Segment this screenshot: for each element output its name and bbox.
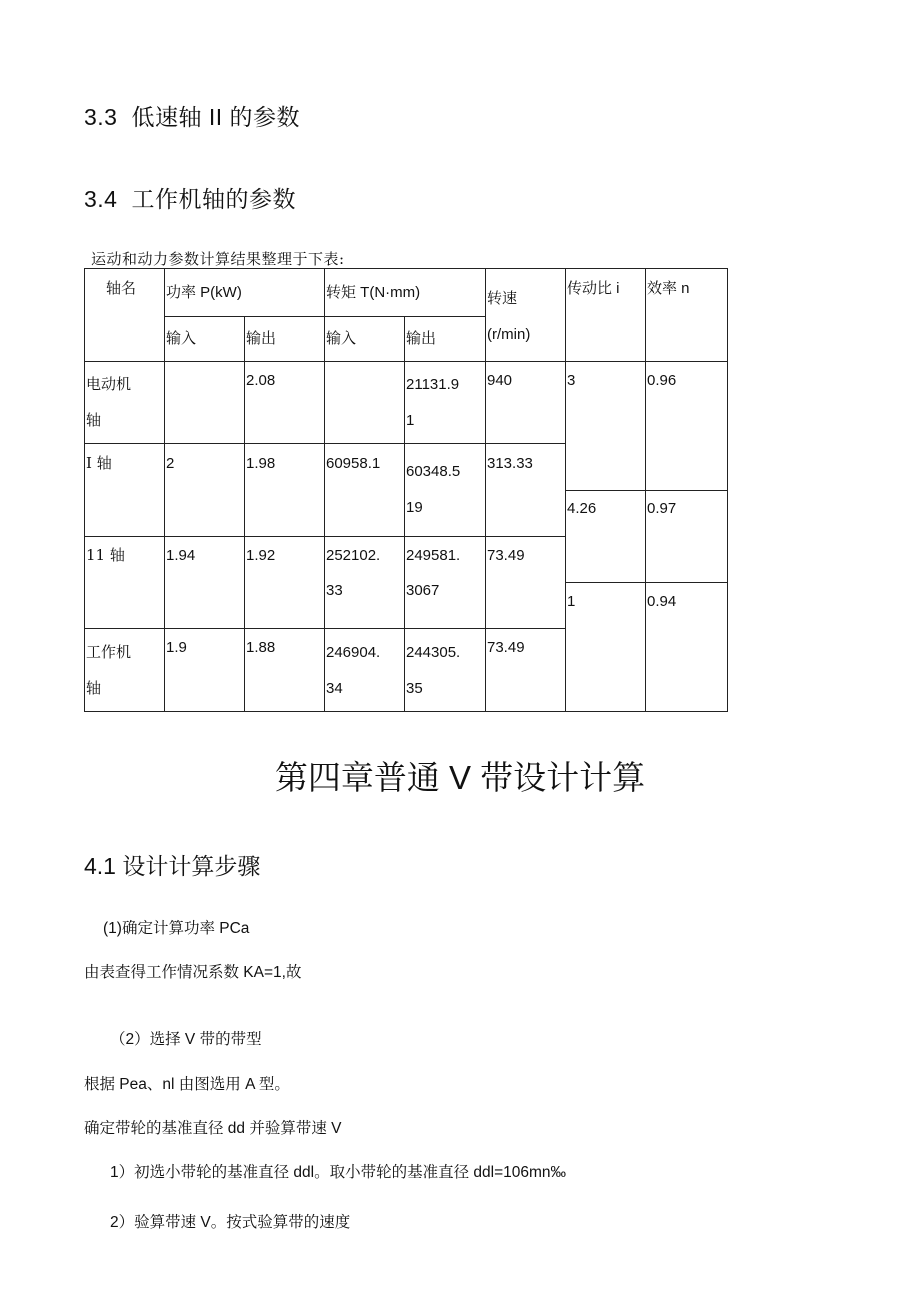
table-cell: 252102. [326,547,381,564]
table-cell: 21131.9 [406,376,460,393]
efficiency-cell: 0.97 [647,500,677,517]
table-cell: 313.33 [487,455,533,472]
table-border [404,316,405,712]
table-cell: 2.08 [246,372,276,389]
table-cell: 249581. [406,547,461,564]
table-cell: 1.98 [246,455,276,472]
table-cell: 244305. [406,644,461,661]
ratio-cell: 4.26 [567,500,597,517]
header-torque-out: 输出 [406,329,437,347]
header-shaft: 轴名 [106,279,137,297]
table-row-i-shaft-name: I 轴 [86,454,112,472]
header-ratio: 传动比 i [567,280,620,297]
table-cell: 246904. [326,644,381,661]
table-border [324,268,325,712]
table-cell: 3067 [406,582,440,599]
table-row-work-shaft-name-2: 轴 [86,679,102,697]
paragraph: (1)确定计算功率 PCa [103,920,250,937]
table-row-motor-name-2: 轴 [86,411,102,429]
table-cell: 34 [326,680,343,697]
table-border [645,268,646,712]
ratio-cell: 1 [567,593,576,610]
section-number: 3.4 [84,186,118,212]
table-border [485,268,486,712]
table-cell: 1.92 [246,547,276,564]
section-heading-3-4 [84,181,296,214]
section-title: 工作机轴的参数 [131,186,296,212]
table-cell: 33 [326,582,343,599]
header-speed-unit: (r/min) [487,326,531,343]
table-cell: 35 [406,680,423,697]
header-efficiency: 效率 n [647,280,690,297]
header-torque: 转矩 T(N·mm) [326,284,421,301]
table-cell: 1.9 [166,639,187,656]
section-heading-4-1: 4.1 设计计算步骤 [84,853,261,879]
table-border [84,361,728,362]
paragraph: 确定带轮的基准直径 dd 并验算带速 V [84,1120,342,1137]
parameters-table [84,268,728,712]
table-row-work-shaft-name: 工作机 [86,643,132,661]
table-cell: 1.94 [166,547,196,564]
table-caption: 运动和动力参数计算结果整理于下表: [91,250,345,268]
table-cell: 19 [406,499,423,516]
efficiency-cell: 0.96 [647,372,677,389]
paragraph: 根据 Pea、nl 由图选用 A 型。 [84,1076,290,1093]
table-cell: 73.49 [487,547,525,564]
section-heading-3-3 [84,99,300,132]
header-speed: 转速 [487,290,518,307]
table-cell: 2 [166,455,175,472]
table-row-ii-shaft-name: 11 轴 [86,546,125,564]
paragraph: 1）初选小带轮的基准直径 ddl。取小带轮的基准直径 ddl=106mn‰ [110,1164,567,1181]
table-cell: 60348.5 [406,463,461,480]
table-border [84,268,728,269]
efficiency-cell: 0.94 [647,593,677,610]
table-border [84,711,728,712]
table-border [565,268,566,712]
table-cell: 1.88 [246,639,276,656]
table-border [244,316,245,712]
table-cell: 73.49 [487,639,525,656]
table-row-motor-name: 电动机 [86,375,132,393]
section-number: 3.3 [84,104,118,130]
header-power-out: 输出 [246,329,277,347]
header-power: 功率 P(kW) [166,284,242,301]
table-border [727,268,728,712]
header-torque-in: 输入 [326,329,357,347]
paragraph: 由表查得工作情况系数 KA=1,故 [84,964,302,981]
header-power-in: 输入 [166,329,197,347]
table-cell: 60958.1 [326,455,381,472]
chapter-title: 第四章普通 V 带设计计算 [274,759,646,796]
section-title: 低速轴 II 的参数 [131,104,301,130]
paragraph: （2）选择 V 带的带型 [110,1031,262,1048]
paragraph: 2）验算带速 V。按式验算带的速度 [110,1214,351,1231]
table-cell: 1 [406,412,415,429]
ratio-cell: 3 [567,372,576,389]
table-cell: 940 [487,372,513,389]
table-border [164,268,165,712]
table-border [84,268,85,712]
